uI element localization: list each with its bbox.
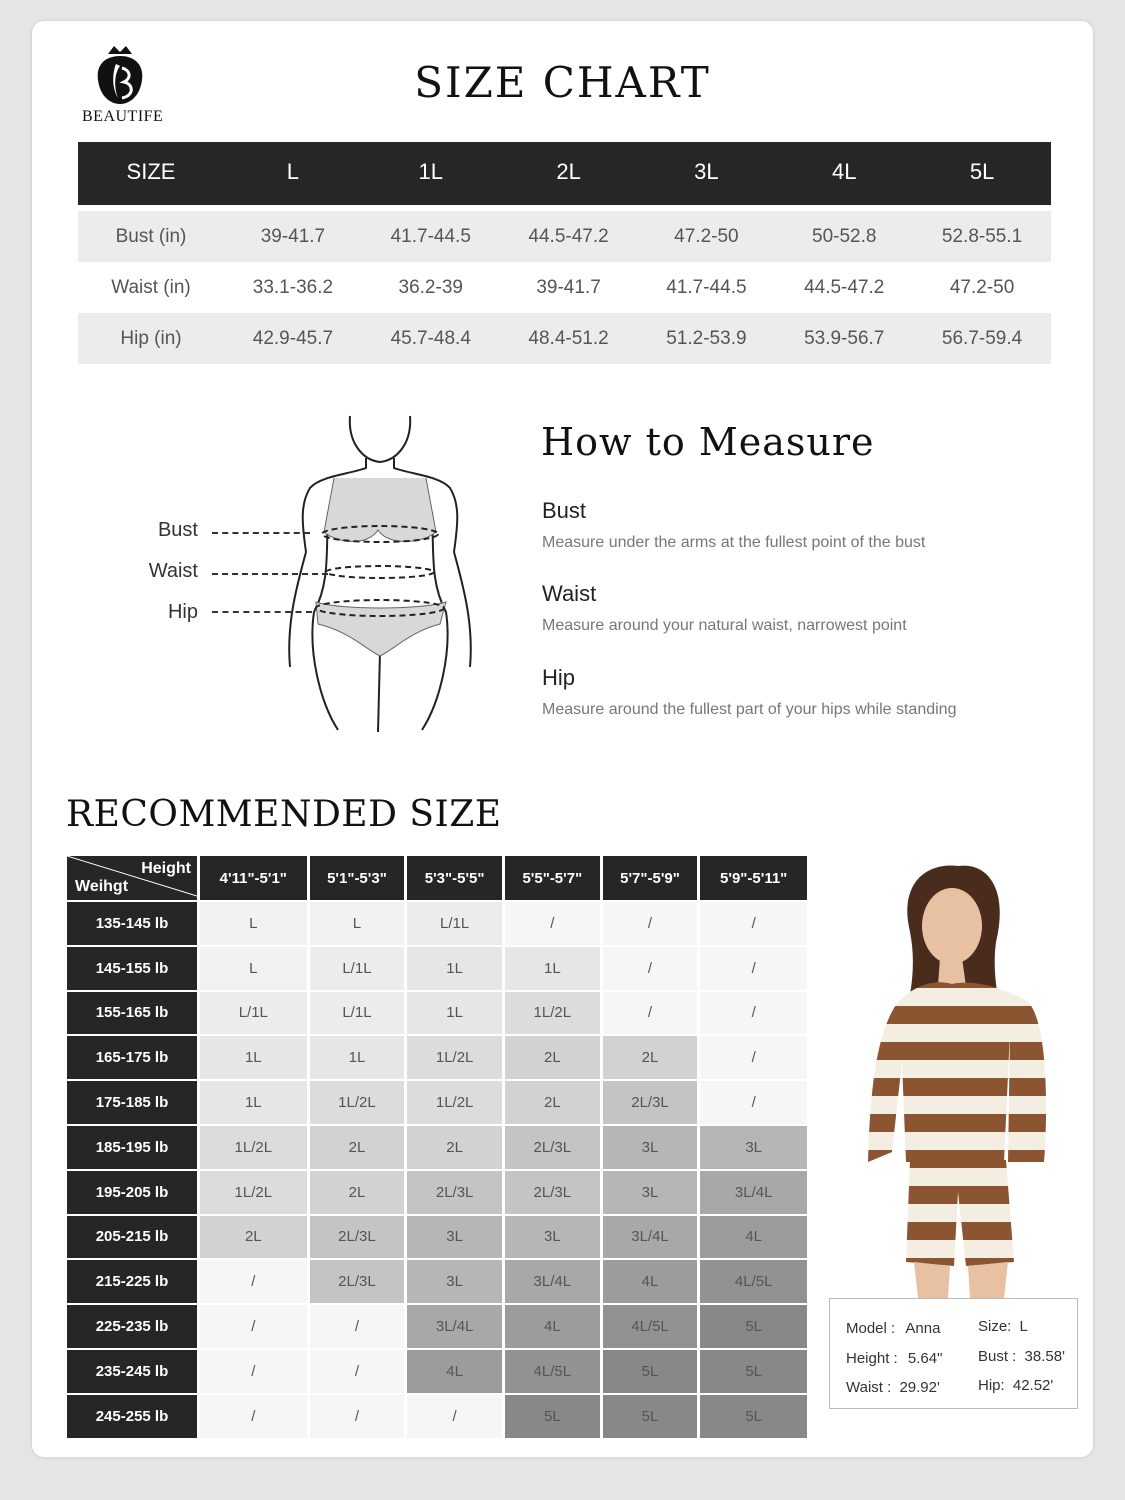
size-cell: / [200,1395,307,1438]
bust-guide-line [212,532,310,534]
table-row [67,992,807,1035]
table-cell: 50-52.8 [775,211,913,262]
size-cell: 3L/4L [505,1260,600,1303]
size-cell: 5L [505,1395,600,1438]
size-chart-row-bust [78,211,1051,262]
table-cell: 39-41.7 [224,211,362,262]
size-cell: 4L [700,1216,807,1259]
size-cell: L/1L [200,992,307,1035]
size-cell: 5L [603,1395,698,1438]
header-divider [78,203,1051,211]
size-chart-row-waist [78,262,1051,313]
weight-label: 135-145 lb [67,902,197,945]
table-row [67,1126,807,1169]
weight-label: 235-245 lb [67,1350,197,1393]
model-bust-label: Bust : [978,1348,1017,1365]
model-hip-label: Hip: [978,1377,1005,1394]
size-cell: 4L/5L [700,1260,807,1303]
size-cell: 1L/2L [200,1126,307,1169]
size-cell: / [603,902,698,945]
size-cell: / [700,902,807,945]
row-label: Waist (in) [111,276,191,298]
weight-label: 165-175 lb [67,1036,197,1079]
height-header: 5'3"-5'5" [407,856,502,900]
height-header: 4'11"-5'1" [200,856,307,900]
size-chart-table [78,142,1051,364]
table-cell: 39-41.7 [536,276,601,298]
size-chart-header-cell: 3L [637,142,775,203]
size-cell: 3L/4L [700,1171,807,1214]
size-cell: L/1L [310,947,405,990]
measure-desc-waist: Measure around your natural waist, narrowest point [542,617,907,634]
model-height: 5.64" [907,1350,943,1367]
measure-heading-bust: Bust [542,498,587,523]
size-cell: 2L [200,1216,307,1259]
weight-label: 205-215 lb [67,1216,197,1259]
size-cell: 1L/2L [200,1171,307,1214]
size-cell: 2L [310,1126,405,1169]
size-cell: 4L [603,1260,698,1303]
size-cell: L [200,947,307,990]
size-cell: 2L/3L [505,1126,600,1169]
weight-label: 245-255 lb [67,1395,197,1438]
size-chart-header [78,142,1051,203]
size-cell: / [310,1305,405,1348]
table-cell: 48.4-51.2 [500,313,638,364]
size-cell: L/1L [407,902,502,945]
table-cell: 56.7-59.4 [913,313,1051,364]
row-label: Bust (in) [78,211,224,262]
table-row [67,947,807,990]
size-chart-header-cell: 2L [500,142,638,203]
model-photo [858,862,1068,1302]
recommended-size-table [64,854,810,1440]
size-cell: 3L [603,1126,698,1169]
height-header: 5'5"-5'7" [505,856,600,900]
size-chart-row-hip [78,313,1051,364]
size-cell: 1L/2L [407,1036,502,1079]
row-label: Hip (in) [78,313,224,364]
size-cell: / [310,1395,405,1438]
size-cell: 4L [407,1350,502,1393]
model-info-card [829,1298,1078,1409]
size-cell: L [310,902,405,945]
table-cell: 47.2-50 [637,211,775,262]
height-header: 5'7"-5'9" [603,856,698,900]
size-cell: / [407,1395,502,1438]
table-cell: 42.9-45.7 [224,313,362,364]
figure-label-hip: Hip [167,601,198,623]
model-name: Anna [905,1320,941,1337]
table-cell: 51.2-53.9 [637,313,775,364]
page-title: SIZE CHART [414,58,711,107]
table-row [67,1350,807,1393]
weight-label: 155-165 lb [67,992,197,1035]
size-cell: 3L [407,1216,502,1259]
size-cell: 5L [700,1395,807,1438]
size-cell: / [310,1350,405,1393]
figure-label-bust: Bust [157,519,198,541]
size-cell: / [700,1081,807,1124]
size-cell: L [200,902,307,945]
table-corner-cell [67,856,197,900]
table-cell: 45.7-48.4 [362,313,500,364]
recommended-size-title: RECOMMENDED SIZE [66,794,502,835]
size-cell: / [603,992,698,1035]
size-cell: 3L [407,1260,502,1303]
weight-label: 175-185 lb [67,1081,197,1124]
model-hip: 42.52' [1012,1377,1054,1394]
size-cell: / [700,1036,807,1079]
size-cell: 1L/2L [505,992,600,1035]
measure-heading-waist: Waist [542,581,597,606]
table-cell: 41.7-44.5 [666,276,747,298]
size-cell: 5L [700,1350,807,1393]
table-row [67,1036,807,1079]
weight-label: 185-195 lb [67,1126,197,1169]
table-row [67,1081,807,1124]
weight-label: 215-225 lb [67,1260,197,1303]
measure-heading-hip: Hip [542,665,576,690]
size-cell: / [200,1305,307,1348]
size-cell: 1L/2L [407,1081,502,1124]
size-cell: 4L/5L [603,1305,698,1348]
table-cell: 53.9-56.7 [775,313,913,364]
table-row [67,1171,807,1214]
waist-guide-line [212,573,328,575]
size-cell: 1L [407,992,502,1035]
size-cell: / [200,1350,307,1393]
size-cell: / [603,947,698,990]
size-cell: 3L [505,1216,600,1259]
size-cell: 3L [700,1126,807,1169]
table-cell: 44.5-47.2 [804,276,885,298]
table-row [67,1260,807,1303]
table-row [67,1395,807,1438]
size-cell: / [700,947,807,990]
brand-name: BEAUTIFE [82,108,164,125]
corner-height-label: Height [141,860,191,877]
size-cell: / [505,902,600,945]
model-bust: 38.58' [1024,1348,1065,1365]
table-row [67,902,807,945]
table-cell: 33.1-36.2 [252,276,334,298]
table-cell: 36.2-39 [398,276,463,298]
weight-label: 225-235 lb [67,1305,197,1348]
size-cell: 4L [505,1305,600,1348]
size-cell: 2L/3L [603,1081,698,1124]
size-cell: 1L [200,1081,307,1124]
model-name-label: Model : [846,1320,896,1337]
table-cell: 41.7-44.5 [362,211,500,262]
weight-label: 145-155 lb [67,947,197,990]
table-row [67,1216,807,1259]
size-cell: 2L/3L [407,1171,502,1214]
size-cell: L/1L [310,992,405,1035]
size-cell: / [700,992,807,1035]
size-cell: 2L [310,1171,405,1214]
weight-label: 195-205 lb [67,1171,197,1214]
size-cell: 2L/3L [310,1216,405,1259]
size-cell: 2L/3L [505,1171,600,1214]
size-cell: 3L/4L [603,1216,698,1259]
model-size-label: Size: [978,1318,1012,1335]
table-cell: 44.5-47.2 [500,211,638,262]
model-size: L [1019,1318,1028,1335]
model-waist: 29.92' [899,1379,940,1396]
size-cell: 4L/5L [505,1350,600,1393]
figure-label-waist: Waist [148,560,198,582]
size-cell: 2L [407,1126,502,1169]
size-cell: 1L [200,1036,307,1079]
table-row [67,1305,807,1348]
size-cell: 2L [603,1036,698,1079]
size-chart-header-cell: 5L [913,142,1051,203]
model-waist-label: Waist : [846,1379,892,1396]
size-cell: 2L [505,1081,600,1124]
recommended-table-body [67,902,807,1438]
height-header: 5'1"-5'3" [310,856,405,900]
size-cell: 2L/3L [310,1260,405,1303]
model-height-label: Height : [846,1350,898,1367]
size-chart-header-cell: L [224,142,362,203]
hip-guide-line [212,611,312,613]
table-cell: 47.2-50 [949,276,1015,298]
size-cell: 1L [505,947,600,990]
size-cell: 5L [700,1305,807,1348]
size-cell: 3L [603,1171,698,1214]
how-to-measure-title: How to Measure [541,420,875,464]
size-chart-header-cell: SIZE [78,142,224,203]
size-chart-header-cell: 1L [362,142,500,203]
size-cell: 1L/2L [310,1081,405,1124]
table-cell: 52.8-55.1 [913,211,1051,262]
size-chart-header-cell: 4L [775,142,913,203]
recommended-header-row [67,856,807,900]
measure-desc-bust: Measure under the arms at the fullest point of the bust [542,534,926,551]
size-cell: 3L/4L [407,1305,502,1348]
height-header: 5'9"-5'11" [700,856,807,900]
size-cell: 5L [603,1350,698,1393]
corner-weight-label: Weihgt [75,878,129,895]
size-cell: / [200,1260,307,1303]
size-cell: 1L [407,947,502,990]
measure-desc-hip: Measure around the fullest part of your hips while standing [542,701,957,718]
size-cell: 2L [505,1036,600,1079]
size-cell: 1L [310,1036,405,1079]
